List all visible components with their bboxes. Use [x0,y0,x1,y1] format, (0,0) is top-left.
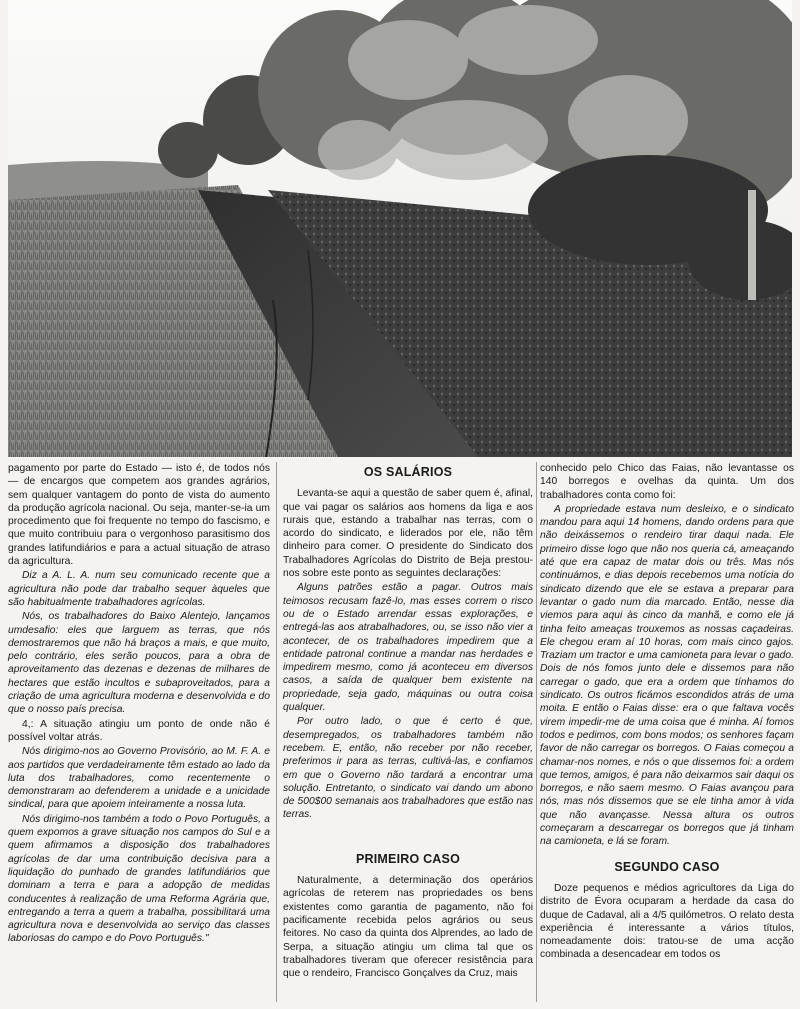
paragraph: Nós dirigimo-nos também a todo o Povo Português, a quem expomos a grave situação nos campos do Sul e a quem afirmamos a disposição dos trabalhadores agrícolas de dar uma contribuição decisiva para a liquidação do punhado de grandes latifundiários que dominam a terra e para a adopção de medidas conducentes à realização de uma Reforma Agrária que, entregando a terra a quem a trabalha, possibilitará uma agricultura nova e desenvolvida ao serviço das classes laboriosas do campo e do Povo Português." [8,813,270,945]
paragraph: conhecido pelo Chico das Faias, não levantasse os 140 borregos e ovelhas da quinta. Um dos trabalhadores conta como foi: [540,463,794,501]
paragraph: 4,: A situação atingiu um ponto de onde não é possível voltar atrás. [8,718,270,743]
paragraph: pagamento por parte do Estado — isto é, de todos nós — de encargos que competem aos grandes agrários, sem qualquer vantagem do ponto de vista do aumento da produção agrícola nacional. Ou seja, manter-se-ia um procedimento que foi frequente no tempo do fascismo, e que muito contribuiu para o vergonhoso parasitismo dos grandes latifundiários e para a actual situação de atraso da agricultura. [8,463,270,568]
paragraph: Por outro lado, o que é certo é que, desempregados, os trabalhadores também não recebem. E, então, não receber por não receber, preferimos ir para as terras, cultivá-las, e confiamos em que o Governo não tardará a encontrar uma solução. Entretanto, o sindicato vai dando um abono de 500$00 semanais aos trabalhadores que estão nas terras. [283,716,533,821]
section-heading: SEGUNDO CASO [614,859,720,874]
column-2 [283,462,533,981]
column-1 [8,462,270,947]
column-rule [536,462,537,1002]
paragraph: Levanta-se aqui a questão de saber quem é, afinal, que vai pagar os salários aos homens da liga e aos rurais que, estando a trabalhar nas terras, com o acordo do sindicato, e liderados por ele, não têm dinheiro para comer. O presidente do Sindicato dos Trabalhadores Agrícolas do Distrito de Beja prestou-nos sobre este ponto as seguintes declarações: [283,488,533,580]
section-heading: PRIMEIRO CASO [356,851,460,866]
paragraph: Alguns patrões estão a pagar. Outros mais teimosos recusam fazê-lo, mas esses correm o risco ou de o Estado arrendar essas explorações, e entregá-las aos atrabalhadores, ou, se isso não vier a acontecer, de os trabalhadores impedirem que a entidade patronal continue a mandar nas herdades e impedirem mesmo, como já aconteceu em diversos casos, a saída de qualquer bem existente na propriedade, seja gado, máquinas ou outra coisa qualquer. [283,582,533,714]
column-rule [276,462,277,1002]
section-heading: OS SALÁRIOS [363,465,453,479]
paragraph: A propriedade estava num desleixo, e o sindicato mandou para aqui 14 homens, dando ordens para que não deixássemos o rendeiro tirar daqui nada. Ele primeiro disse logo que não nos queria cá, ameaçando até que era capaz de matar dois ou três. Mas nós continuámos, e dias depois recebemos uma notícia do sindicato dizendo que ele se estava a preparar para levantar o gado num dia marcado. Então, nesse dia viemos para aqui às cinco da manhã, e como ele já tinha feito ameaças trouxemos as nossas caçadeiras. Ele chegou eram aí 10 horas, com mais cinco gajos. Traziam um tractor e uma camioneta para levar o gado. Dois de nós fomos junto dele e dissemos para não carregar o gado, que era a ordem que tínhamos do sindicato. Os outros ficámos escondidos atrás de uma moita. E então o Faias disse: era o que faltava vocês virem impedir-me de uma coisa que é minha. Aí fomos todos e pedimos, com bons modos; os senhores façam favor de não carregar os borregos. O Faias começou a chamar-nos nomes, e nós o que dissemos foi: a ordem que temos, amigos, é para não deixarmos sair daqui os borregos, e não saem mesmo. O Faias avançou para nós, mas nós dissemos que se ele tinha amor à vida que não avançasse. Nessa altura os outros começaram a descarregar os borregos que já tinham na camioneta, e lá se foram. [540,503,794,848]
paragraph: Diz a A. L. A. num seu comunicado recente que a agricultura não pode dar trabalho sequer àqueles que são habitualmente trabalhadores agrícolas. [8,570,270,608]
landscape-photo [8,0,792,457]
paragraph: Nós dirigimo-nos ao Governo Provisório, ao M. F. A. e aos partidos que verdadeiramente têm estado ao lado da luta dos trabalhadores, como recentemente o demonstraram ao defenderem a unidade e a unicidade sindical, para que apoiem inteiramente a nossa luta. [8,746,270,811]
paragraph: Nós, os trabalhadores do Baixo Alentejo, lançamos umdesafio: eles que larguem as terras, que nós demostraremos que não há braços a mais, e que muito, pelo contrário, eles serão poucos, para a obra de aproveitamento das dezenas e dezenas de milhares de hectares que estão incultos e subaproveitados, para a criação de uma agricultura moderna e desenvolvida e do que o nosso país precisa. [8,611,270,716]
paragraph: Doze pequenos e médios agricultores da Liga do distrito de Évora ocuparam a herdade da casa do duque de Cadaval, ali a 4/5 quilómetros. O relato desta experiência é interessante a vários títulos, nomeadamente dois: tratou-se de uma acção combinada a desencadear em todos os [540,882,794,961]
column-3 [540,462,794,963]
paragraph: Naturalmente, a determinação dos operários agrícolas de reterem nas propriedades os bens existentes como garantia de pagamento, não foi pacificamente recebida pelos agrários ou seus feitores. No caso da quinta dos Alprendes, ao lado de Serpa, a situação atingiu um clima tal que os trabalhadores tiveram que oferecer resistência para que o rendeiro, Francisco Gonçalves da Cruz, mais [283,875,533,980]
